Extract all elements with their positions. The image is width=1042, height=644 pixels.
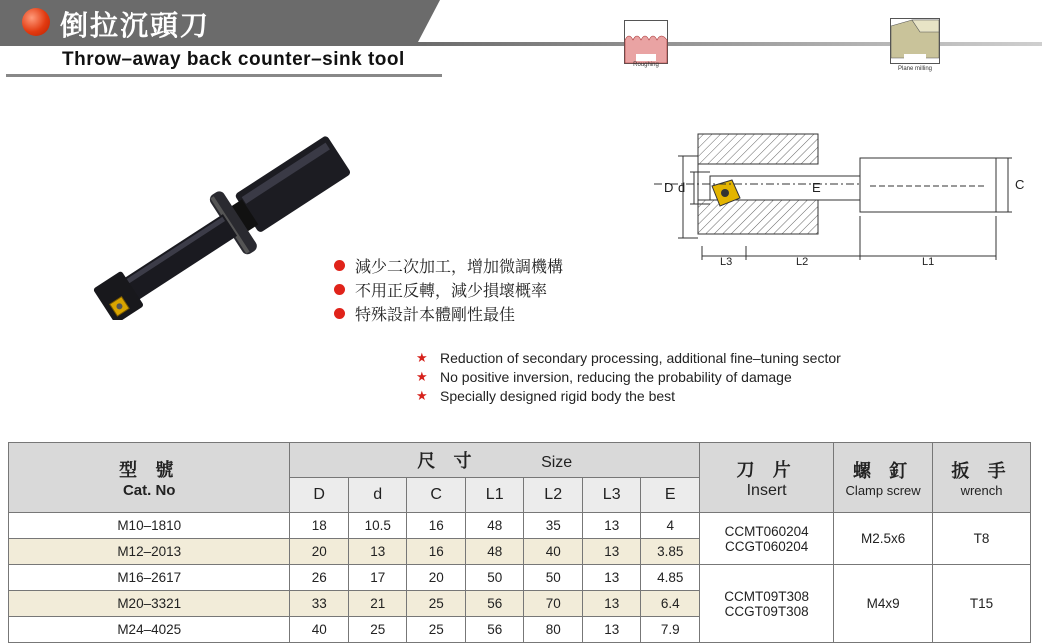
cell-d: 10.5	[348, 513, 407, 539]
cell-D: 26	[290, 565, 349, 591]
col-header-L1: L1	[465, 478, 524, 513]
cell-L2: 80	[524, 617, 583, 643]
clamp-header-en: Clamp screw	[845, 483, 921, 498]
feature-cn-2	[334, 278, 547, 301]
star-icon: ★	[416, 388, 428, 403]
cell-L1: 56	[465, 591, 524, 617]
star-icon: ★	[416, 369, 428, 384]
cell-L2: 50	[524, 565, 583, 591]
feature-cn-text: 特殊設計本體剛性最佳	[355, 305, 516, 324]
cell-E: 4	[641, 513, 700, 539]
cell-L3: 13	[582, 539, 641, 565]
feature-cn-3	[334, 302, 515, 325]
insert-header-cn: 刀 片	[736, 459, 797, 481]
feature-en-text: Reduction of secondary processing, additional fine–tuning sector	[440, 350, 841, 366]
dim-label-E: E	[812, 180, 821, 195]
cat-cell: M10–1810	[9, 513, 290, 539]
clamp-cell: M2.5x6	[834, 513, 933, 565]
cat-header	[9, 443, 290, 513]
size-header-en: Size	[541, 454, 573, 471]
dim-label-C: C	[1015, 177, 1025, 192]
roughing-label-text: Roughing	[633, 62, 659, 68]
dim-label-L2: L2	[796, 256, 809, 268]
clamp-header	[834, 443, 933, 513]
insert-header-en: Insert	[746, 481, 787, 499]
table-row	[9, 565, 1031, 591]
spec-table	[8, 442, 1031, 643]
insert-header	[700, 443, 834, 513]
cell-L1: 50	[465, 565, 524, 591]
cell-E: 6.4	[641, 591, 700, 617]
insert-code: CCMT09T308	[724, 588, 809, 604]
dim-label-D: D	[664, 180, 674, 195]
wrench-cell: T8	[933, 513, 1031, 565]
wrench-header-cn: 扳 手	[951, 461, 1012, 482]
cell-E: 3.85	[641, 539, 700, 565]
feature-en-text: Specially designed rigid body the best	[440, 388, 676, 404]
cat-header-en: Cat. No	[122, 482, 176, 499]
title-bullet-icon	[22, 8, 50, 36]
cell-L2: 35	[524, 513, 583, 539]
cat-cell: M24–4025	[9, 617, 290, 643]
cell-C: 25	[407, 591, 466, 617]
clamp-header-cn: 螺 釘	[852, 461, 914, 482]
table-header-row-1	[9, 443, 1031, 478]
size-header-cn: 尺 寸	[417, 451, 478, 472]
feature-cn-1	[334, 254, 563, 277]
plane-milling-label-text: Plane milling	[897, 66, 933, 72]
plane-milling-label	[885, 66, 945, 72]
cat-cell: M20–3321	[9, 591, 290, 617]
feature-en-text: No positive inversion, reducing the probability of damage	[440, 369, 792, 385]
subtitle-underline	[6, 74, 442, 77]
cell-L1: 56	[465, 617, 524, 643]
cell-D: 33	[290, 591, 349, 617]
cell-C: 20	[407, 565, 466, 591]
dim-label-L1: L1	[922, 256, 935, 268]
cell-L3: 13	[582, 591, 641, 617]
wrench-header	[933, 443, 1031, 513]
cell-d: 21	[348, 591, 407, 617]
dimension-diagram	[650, 128, 1030, 281]
plane-milling-icon	[890, 18, 940, 69]
insert-code: CCGT060204	[724, 538, 809, 554]
page-title-cn: 倒拉沉頭刀	[60, 9, 211, 42]
red-dot-icon	[334, 308, 345, 319]
col-header-d: d	[348, 478, 407, 513]
cell-L1: 48	[465, 513, 524, 539]
cat-cell: M12–2013	[9, 539, 290, 565]
insert-cell	[700, 513, 834, 565]
red-dot-icon	[334, 260, 345, 271]
cat-cell: M16–2617	[9, 565, 290, 591]
red-dot-icon	[334, 284, 345, 295]
col-header-L3: L3	[582, 478, 641, 513]
col-header-L2: L2	[524, 478, 583, 513]
feature-en-1	[416, 350, 841, 366]
cell-C: 25	[407, 617, 466, 643]
cell-L3: 13	[582, 513, 641, 539]
dim-label-d: d	[678, 180, 686, 195]
table-row	[9, 513, 1031, 539]
page-title-en: Throw–away back counter–sink tool	[62, 49, 405, 70]
col-header-D: D	[290, 478, 349, 513]
cell-d: 25	[348, 617, 407, 643]
cell-E: 7.9	[641, 617, 700, 643]
size-header	[290, 443, 700, 478]
cell-d: 13	[348, 539, 407, 565]
cell-C: 16	[407, 539, 466, 565]
insert-code: CCGT09T308	[724, 603, 809, 619]
cell-L2: 40	[524, 539, 583, 565]
cell-C: 16	[407, 513, 466, 539]
cell-D: 40	[290, 617, 349, 643]
col-header-E: E	[641, 478, 700, 513]
cell-D: 18	[290, 513, 349, 539]
star-icon: ★	[416, 350, 428, 365]
insert-cell	[700, 565, 834, 643]
wrench-cell: T15	[933, 565, 1031, 643]
cat-header-cn: 型 號	[119, 460, 180, 481]
wrench-header-en: wrench	[960, 483, 1003, 498]
feature-en-2	[416, 369, 792, 385]
cell-L3: 13	[582, 565, 641, 591]
clamp-cell: M4x9	[834, 565, 933, 643]
feature-cn-text: 減少二次加工，增加微調機構	[355, 257, 564, 276]
feature-en-3	[416, 388, 675, 404]
cell-L1: 48	[465, 539, 524, 565]
insert-code: CCMT060204	[724, 523, 809, 539]
feature-cn-text: 不用正反轉，減少損壞概率	[355, 281, 548, 300]
dim-label-L3: L3	[720, 256, 733, 268]
roughing-label	[616, 62, 676, 68]
col-header-C: C	[407, 478, 466, 513]
cell-L3: 13	[582, 617, 641, 643]
cell-D: 20	[290, 539, 349, 565]
cell-L2: 70	[524, 591, 583, 617]
cell-E: 4.85	[641, 565, 700, 591]
cell-d: 17	[348, 565, 407, 591]
